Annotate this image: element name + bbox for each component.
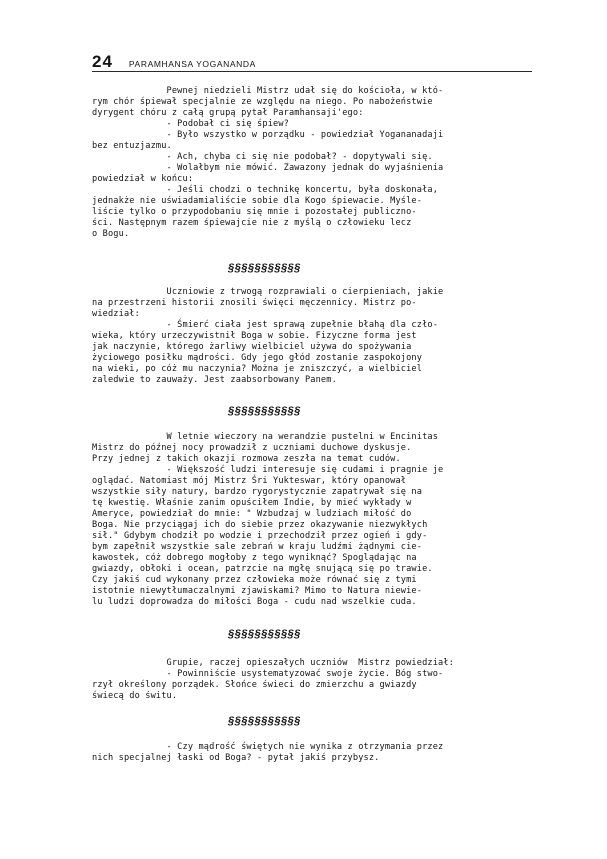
section-separator: §§§§§§§§§§§ bbox=[228, 262, 301, 274]
text-line: wiedział: bbox=[92, 309, 140, 319]
text-line: Grupie, raczej opieszałych uczniów Mistrz powiedział: bbox=[92, 658, 455, 668]
text-line: Mistrz do późnej nocy prowadził z uczniami duchowe dyskusje. bbox=[92, 443, 412, 453]
text-line: dyrygent chóru z całą grupą pytał Paramhansaji'ego: bbox=[92, 108, 364, 118]
text-line: życiowego posiłku mądrości. Gdy jego głód zostanie zaspokojony bbox=[92, 353, 423, 363]
text-line: lu ludzi doprowadza do miłości Boga - cudu nad wszelkie cuda. bbox=[92, 597, 417, 607]
text-line: nich specjalnej łaski od Boga? - pytał jakiś przybysz. bbox=[92, 753, 380, 763]
text-line: liście tylko o przypodobaniu się mnie i pozostałej publiczno- bbox=[92, 207, 417, 217]
text-line: Przy jednej z takich okazji rozmowa zeszła na temat cudów. bbox=[92, 454, 401, 464]
section-separator: §§§§§§§§§§§ bbox=[228, 628, 301, 640]
text-line: zaledwie to zauważy. Jest zaabsorbowany Panem. bbox=[92, 375, 337, 385]
text-line: tę kwestię. Właśnie zanim opuściłem Indie, by mieć wykłady w bbox=[92, 498, 412, 508]
text-line: - Podobał ci się śpiew? bbox=[92, 119, 289, 129]
text-line: Boga. Nie przyciągaj ich do siebie przez okazywanie niezwykłych bbox=[92, 520, 428, 530]
text-line: powiedział w końcu: bbox=[92, 174, 194, 184]
text-line: - Czy mądrość świętych nie wynika z otrzymania przez bbox=[92, 742, 444, 752]
text-line: Pewnej niedzieli Mistrz udał się do kościoła, w któ- bbox=[92, 86, 444, 96]
text-line: W letnie wieczory na werandzie pustelni w Encinitas bbox=[92, 432, 439, 442]
text-line: Czy jakiś cud wykonany przez człowieka może równać się z tymi bbox=[92, 575, 417, 585]
text-line: Uczniowie z trwogą rozprawiali o cierpieniach, jakie bbox=[92, 287, 444, 297]
page-number: 24 bbox=[92, 52, 113, 71]
text-line: na przestrzeni historii znosili święci męczennicy. Mistrz po- bbox=[92, 298, 417, 308]
text-line: bym zapełnił wszystkie sale zebrań w kraju ludźmi żądnymi cie- bbox=[92, 542, 423, 552]
text-line: - Wolałbym nie mówić. Zawazony jednak do wyjaśnienia bbox=[92, 163, 444, 173]
text-line: o Bogu. bbox=[92, 229, 130, 239]
page-header bbox=[92, 52, 256, 72]
text-line: wieka, który urzeczywistnił Boga w sobie. Fizyczne forma jest bbox=[92, 331, 417, 341]
text-line: na wieki, po cóż mu naczynia? Można je zniszczyć, a wielbiciel bbox=[92, 364, 423, 374]
text-line: ści. Następnym razem śpiewajcie nie z myślą o człowieku lecz bbox=[92, 218, 412, 228]
text-line: jednakże nie uświadamialiście sobie dla Kogo śpiewacie. Myśle- bbox=[92, 196, 423, 206]
text-line: - Powinniście usystematyzować swoje życie. Bóg stwo- bbox=[92, 669, 444, 679]
text-line: sił." Gdybym chodził po wodzie i przechodził przez ogień i gdy- bbox=[92, 531, 428, 541]
text-line: Ameryce, powiedział do mnie: " Wzbudzaj w ludziach miłość do bbox=[92, 509, 412, 519]
text-line: jak naczynie, którego żarliwy wielbiciel używa do spożywania bbox=[92, 342, 412, 352]
text-line: rym chór śpiewał specjalnie ze względu na niego. Po nabożeństwie bbox=[92, 97, 433, 107]
text-line: istotnie niewytłumaczalnymi zjawiskami? Mimo to Natura niewie- bbox=[92, 586, 423, 596]
section-separator: §§§§§§§§§§§ bbox=[228, 715, 301, 727]
header-rule bbox=[92, 71, 532, 72]
text-line: wszystkie siły natury, bardzo rygorystycznie zapatrywał się na bbox=[92, 487, 423, 497]
text-line: rzył określony porządek. Słońce świeci do zmierzchu a gwiazdy bbox=[92, 680, 417, 690]
text-line: - Jeśli chodzi o technikę koncertu, była doskonała, bbox=[92, 185, 439, 195]
text-line: - Śmierć ciała jest sprawą zupełnie błahą dla czło- bbox=[92, 320, 439, 330]
text-line: świecą do świtu. bbox=[92, 691, 178, 701]
text-line: - Ach, chyba ci się nie podobał? - dopytywali się. bbox=[92, 152, 433, 162]
text-line: - Było wszystko w porządku - powiedział Yogananadaji bbox=[92, 130, 444, 140]
text-line: gwiazdy, obłoki i ocean, patrzcie na mgłę snującą się po trawie. bbox=[92, 564, 433, 574]
text-line: kawostek, cóż dobrego mogłoby z tego wyniknąć? Spoglądając na bbox=[92, 553, 417, 563]
text-line: bez entuzjazmu. bbox=[92, 141, 172, 151]
section-separator: §§§§§§§§§§§ bbox=[228, 405, 301, 417]
text-line: - Większość ludzi interesuje się cudami i pragnie je bbox=[92, 465, 444, 475]
running-head: PARAMHANSA YOGANANDA bbox=[128, 59, 256, 69]
text-line: oglądać. Natomiast mój Mistrz Śri Yukteswar, który opanował bbox=[92, 476, 407, 486]
